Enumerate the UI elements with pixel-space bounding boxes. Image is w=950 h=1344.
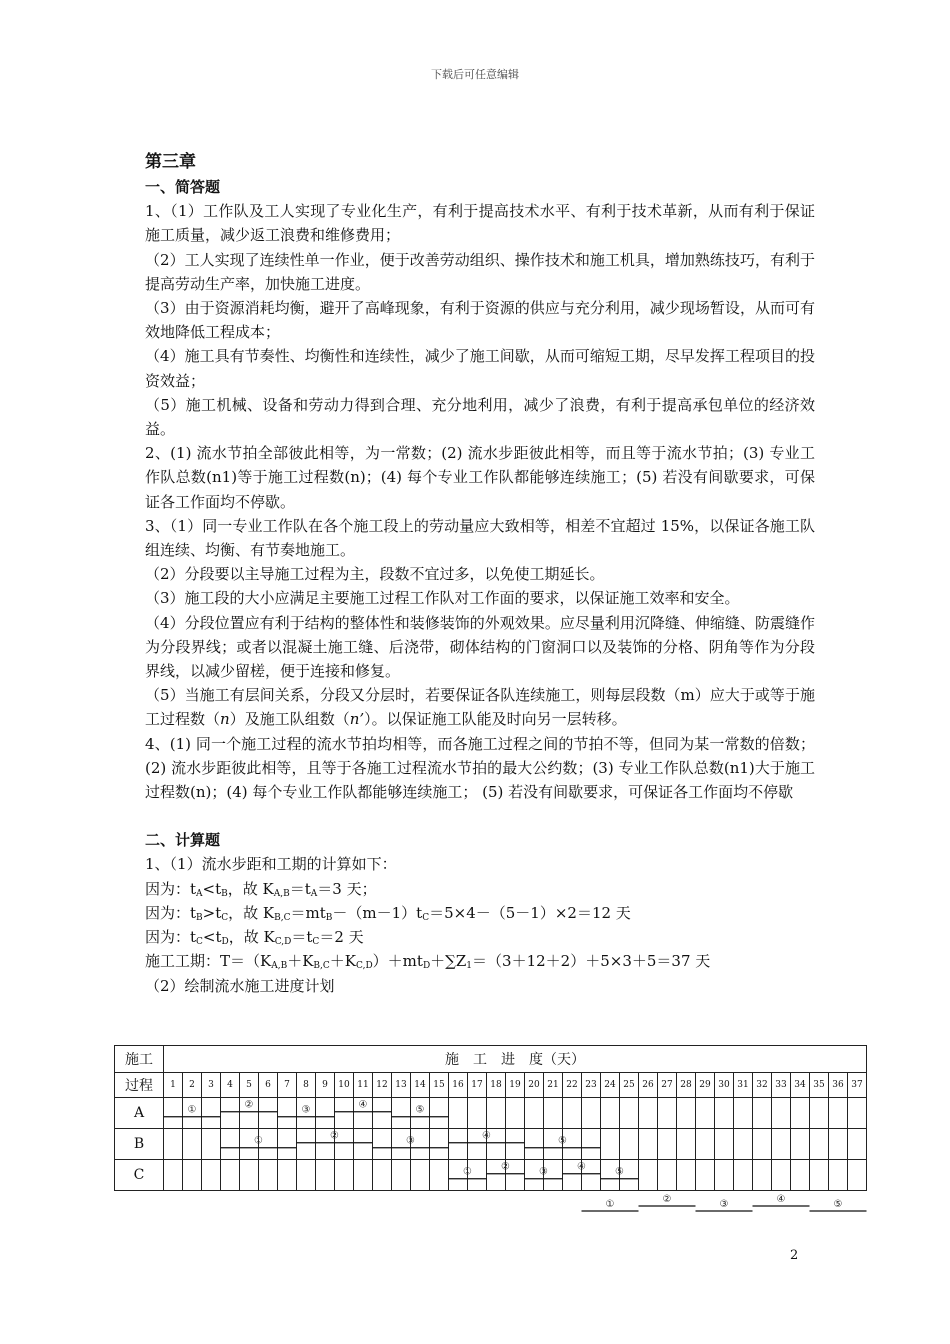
progress-cell	[221, 1098, 240, 1129]
day-cell: 11	[354, 1073, 373, 1098]
paragraph: （3）由于资源消耗均衡，避开了高峰现象，有利于资源的供应与充分利用，减少现场暂设，从而可有效地降低工程成本；	[145, 299, 815, 342]
progress-cell	[164, 1129, 183, 1160]
progress-cell	[848, 1129, 867, 1160]
segment-label: ③	[406, 1135, 415, 1147]
progress-cell	[278, 1160, 297, 1191]
progress-cell	[278, 1098, 297, 1129]
progress-cell	[772, 1160, 791, 1191]
progress-cell	[639, 1098, 658, 1129]
progress-cell	[373, 1129, 392, 1160]
process-label: C	[115, 1160, 164, 1191]
progress-cell	[582, 1098, 601, 1129]
progress-cell	[601, 1160, 620, 1191]
progress-cell	[696, 1160, 715, 1191]
day-cell: 14	[411, 1073, 430, 1098]
progress-cell	[658, 1098, 677, 1129]
progress-cell	[373, 1160, 392, 1191]
paragraph: （4）分段位置应有利于结构的整体性和装修装饰的外观效果。应尽量利用沉降缝、伸缩缝、防震缝作为分段界线；或者以混凝土施工缝、后浇带，砌体结构的门窗洞口以及装饰的分格、阴角等作为分段界线，以减少留槎，便于连接和修复。	[145, 613, 815, 681]
progress-cell	[221, 1160, 240, 1191]
progress-cell	[658, 1160, 677, 1191]
progress-cell	[316, 1160, 335, 1191]
progress-cell	[734, 1098, 753, 1129]
day-cell: 35	[810, 1073, 829, 1098]
paragraph: 3、（1）同一专业工作队在各个施工段上的劳动量应大致相等，相差不宜超过 15%，以保证各施工队组连续、均衡、有节奏地施工。	[145, 516, 815, 560]
progress-cell	[753, 1129, 772, 1160]
day-cell: 10	[335, 1073, 354, 1098]
progress-cell	[240, 1160, 259, 1191]
chapter-title: 第三章	[145, 152, 196, 172]
calc-line-kcd: 因为：$t_C<t_D$，故 $K_{C,D}=t_C=2$ 天	[145, 928, 364, 948]
math-n: n	[220, 710, 230, 729]
progress-cell	[411, 1098, 430, 1129]
paragraph: （5）施工机械、设备和劳动力得到合理、充分地利用，减少了浪费，有利于提高承包单位的经济效益。	[145, 395, 815, 439]
day-cell: 20	[525, 1073, 544, 1098]
progress-cell	[506, 1160, 525, 1191]
progress-cell	[734, 1129, 753, 1160]
calc-line-kbc: 因为：$t_B>t_C$，故 $K_{B,C}=mt_B-(m-1)t_C=5\times 4-(5-1)\times 2=12$ 天	[145, 903, 631, 923]
progress-cell	[715, 1098, 734, 1129]
progress-cell	[468, 1160, 487, 1191]
segment-label: ②	[501, 1161, 510, 1173]
segment-label: ③	[301, 1104, 311, 1116]
progress-cell	[791, 1098, 810, 1129]
day-cell: 33	[772, 1073, 791, 1098]
page-header: 下载后可任意编辑	[431, 68, 519, 81]
progress-cell	[563, 1129, 582, 1160]
progress-cell	[829, 1129, 848, 1160]
day-cell: 6	[259, 1073, 278, 1098]
progress-cell	[430, 1129, 449, 1160]
progress-cell	[677, 1160, 696, 1191]
segment-label: ⑤	[415, 1104, 425, 1116]
paragraph: （4）施工具有节奏性、均衡性和连续性，减少了施工间歇，从而可缩短工期，尽早发挥工程项目的投资效益；	[145, 347, 815, 390]
process-header-cell: 过程	[115, 1073, 164, 1098]
day-cell: 3	[202, 1073, 221, 1098]
progress-cell	[658, 1129, 677, 1160]
progress-cell	[297, 1160, 316, 1191]
progress-cell	[810, 1160, 829, 1191]
day-cell: 26	[639, 1073, 658, 1098]
day-cell: 1	[164, 1073, 183, 1098]
paragraph: （2）绘制流水施工进度计划	[145, 976, 335, 995]
day-cell: 24	[601, 1073, 620, 1098]
progress-cell	[297, 1098, 316, 1129]
schedule-row	[115, 1098, 867, 1129]
progress-cell	[354, 1129, 373, 1160]
progress-cell	[715, 1160, 734, 1191]
segment-label: ②	[244, 1099, 254, 1111]
day-cell: 21	[544, 1073, 563, 1098]
day-cell: 19	[506, 1073, 525, 1098]
day-cell: 29	[696, 1073, 715, 1098]
progress-cell	[468, 1129, 487, 1160]
progress-cell	[639, 1129, 658, 1160]
segment-label: ④	[482, 1130, 491, 1142]
progress-cell	[544, 1129, 563, 1160]
progress-cell	[810, 1098, 829, 1129]
progress-cell	[202, 1098, 221, 1129]
progress-cell	[829, 1160, 848, 1191]
progress-cell	[582, 1160, 601, 1191]
day-cell: 18	[487, 1073, 506, 1098]
calc-line-kab: 因为：$t_A<t_B$，故 $K_{A,B}=t_A=3$ 天；	[145, 879, 377, 899]
segment-label: ①	[605, 1199, 615, 1210]
progress-cell	[354, 1098, 373, 1129]
paragraph: （2）工人实现了连续性单一作业，便于改善劳动组织、操作技术和施工机具，增加熟练技巧，有利于提高劳动生产率，加快施工进度。	[145, 250, 815, 293]
segment-label: ①	[187, 1104, 197, 1116]
segment-label: ②	[330, 1130, 339, 1142]
progress-cell	[734, 1160, 753, 1191]
schedule-table	[114, 1045, 867, 1191]
progress-cell	[468, 1098, 487, 1129]
progress-cell	[753, 1160, 772, 1191]
progress-cell	[829, 1098, 848, 1129]
schedule-row	[115, 1160, 867, 1191]
progress-cell	[430, 1098, 449, 1129]
calc-line-total-duration: 施工工期：$T=(K_{A,B}+K_{B,C}+K_{C,D})+mt_D+\sum Z_1=(3+12+2)+5\times 3+5=37$ 天	[145, 952, 711, 972]
progress-cell	[601, 1129, 620, 1160]
progress-header: 施 工 进 度（天）	[164, 1046, 867, 1073]
spacer	[145, 804, 815, 828]
progress-cell	[753, 1098, 772, 1129]
paragraph: 2、(1) 流水节拍全部彼此相等，为一常数；(2) 流水步距彼此相等，而且等于流水节拍；(3) 专业工作队总数(n1)等于施工过程数(n)；(4) 每个专业工作队都能够连续施工；(5) 若没有间歇要求，可保证各工作面均不停歇。	[145, 444, 815, 511]
progress-cell	[335, 1160, 354, 1191]
paragraph: 4、(1) 同一个施工过程的流水节拍均相等，而各施工过程之间的节拍不等，但同为某一常数的倍数；(2) 流水步距彼此相等，且等于各施工过程流水节拍的最大公约数；(3) 专业工作队总数(n1)大于施工过程数(n)；(4) 每个专业工作队都能够连续施工； (5) 若没有间歇要求，可保证各工作面均不停歇	[145, 734, 815, 802]
progress-cell	[677, 1129, 696, 1160]
progress-cell	[696, 1098, 715, 1129]
progress-cell	[430, 1160, 449, 1191]
paragraph: 1、（1）工作队及工人实现了专业化生产，有利于提高技术水平、有利于技术革新，从而有利于保证施工质量，减少返工浪费和维修费用；	[145, 202, 815, 245]
progress-cell	[696, 1129, 715, 1160]
progress-cell	[810, 1129, 829, 1160]
day-cell: 22	[563, 1073, 582, 1098]
progress-cell	[563, 1098, 582, 1129]
process-label: A	[115, 1098, 164, 1129]
day-cell: 2	[183, 1073, 202, 1098]
progress-cell	[620, 1160, 639, 1191]
progress-cell	[506, 1129, 525, 1160]
day-cell: 9	[316, 1073, 335, 1098]
progress-cell	[164, 1098, 183, 1129]
progress-cell	[183, 1129, 202, 1160]
day-cell: 23	[582, 1073, 601, 1098]
day-cell: 32	[753, 1073, 772, 1098]
progress-cell	[392, 1160, 411, 1191]
segment-label: ③	[539, 1166, 548, 1178]
progress-cell	[202, 1129, 221, 1160]
progress-cell	[259, 1160, 278, 1191]
day-cell: 15	[430, 1073, 449, 1098]
progress-cell	[392, 1098, 411, 1129]
day-cell: 8	[297, 1073, 316, 1098]
progress-cell	[544, 1098, 563, 1129]
progress-cell	[221, 1129, 240, 1160]
day-cell: 17	[468, 1073, 487, 1098]
paragraph: 1、（1）流水步距和工期的计算如下：	[145, 855, 397, 874]
progress-cell	[411, 1160, 430, 1191]
day-cell: 13	[392, 1073, 411, 1098]
day-cell: 30	[715, 1073, 734, 1098]
day-cell: 12	[373, 1073, 392, 1098]
progress-cell	[715, 1129, 734, 1160]
progress-cell	[791, 1129, 810, 1160]
segment-label: ①	[254, 1135, 263, 1147]
progress-cell	[487, 1129, 506, 1160]
progress-cell	[677, 1098, 696, 1129]
progress-cell	[544, 1160, 563, 1191]
day-cell: 31	[734, 1073, 753, 1098]
segment-label: ④	[577, 1161, 586, 1173]
progress-cell	[639, 1160, 658, 1191]
section-heading-short-answer: 一、简答题	[145, 178, 221, 196]
segment-label: ③	[719, 1199, 729, 1210]
progress-cell	[259, 1098, 278, 1129]
text-run: ）。以保证施工队能及时向另一层转移。	[364, 710, 627, 729]
progress-cell	[392, 1129, 411, 1160]
progress-cell	[563, 1160, 582, 1191]
progress-cell	[411, 1129, 430, 1160]
day-cell: 28	[677, 1073, 696, 1098]
document-body	[145, 150, 815, 998]
process-label: B	[115, 1129, 164, 1160]
text-run: ）及施工队组数（	[229, 710, 350, 729]
progress-cell	[354, 1160, 373, 1191]
progress-cell	[278, 1129, 297, 1160]
day-cell: 36	[829, 1073, 848, 1098]
progress-cell	[316, 1098, 335, 1129]
segment-label: ②	[662, 1194, 672, 1205]
progress-cell	[601, 1098, 620, 1129]
progress-cell	[848, 1098, 867, 1129]
progress-cell	[620, 1129, 639, 1160]
progress-cell	[259, 1129, 278, 1160]
progress-cell	[240, 1129, 259, 1160]
progress-cell	[240, 1098, 259, 1129]
progress-cell	[183, 1098, 202, 1129]
progress-cell	[335, 1098, 354, 1129]
day-cell: 34	[791, 1073, 810, 1098]
progress-cell	[582, 1129, 601, 1160]
math-n-prime: n’	[349, 710, 365, 729]
day-cell: 16	[449, 1073, 468, 1098]
page-number: 2	[790, 1248, 799, 1263]
progress-cell	[525, 1129, 544, 1160]
progress-cell	[487, 1160, 506, 1191]
progress-cell	[772, 1098, 791, 1129]
progress-cell	[183, 1160, 202, 1191]
day-cell: 27	[658, 1073, 677, 1098]
segment-label: ①	[463, 1166, 472, 1178]
progress-cell	[373, 1098, 392, 1129]
progress-cell	[525, 1160, 544, 1191]
progress-cell	[449, 1160, 468, 1191]
paragraph: （2）分段要以主导施工过程为主，段数不宜过多，以免使工期延长。	[145, 565, 605, 584]
progress-cell	[335, 1129, 354, 1160]
progress-cell	[506, 1098, 525, 1129]
progress-cell	[316, 1129, 335, 1160]
progress-cell	[449, 1098, 468, 1129]
day-cell: 5	[240, 1073, 259, 1098]
segment-label: ④	[776, 1194, 786, 1205]
segment-label: ⑤	[833, 1199, 843, 1210]
schedule-row	[115, 1129, 867, 1160]
process-header-cell: 施工	[115, 1046, 164, 1073]
progress-cell	[848, 1160, 867, 1191]
section-heading-calculation: 二、计算题	[145, 831, 221, 850]
progress-cell	[164, 1160, 183, 1191]
progress-cell	[791, 1160, 810, 1191]
progress-cell	[772, 1129, 791, 1160]
day-cell: 4	[221, 1073, 240, 1098]
progress-cell	[487, 1098, 506, 1129]
progress-cell	[620, 1098, 639, 1129]
day-cell: 7	[278, 1073, 297, 1098]
segment-label: ⑤	[558, 1135, 567, 1147]
paragraph-segment-count	[145, 683, 815, 731]
progress-cell	[449, 1129, 468, 1160]
segment-label: ⑤	[615, 1166, 624, 1178]
day-cell: 37	[848, 1073, 867, 1098]
paragraph: （3）施工段的大小应满足主要施工过程工作队对工作面的要求，以保证施工效率和安全。	[145, 589, 740, 608]
text-run: （5）当施工有层间关系，分段又分层时，若要保证各队连续施工，则每层段数（m）应大于或等于施工过程数（	[145, 686, 815, 729]
progress-cell	[525, 1098, 544, 1129]
progress-cell	[297, 1129, 316, 1160]
segment-label: ④	[358, 1099, 368, 1111]
progress-cell	[202, 1160, 221, 1191]
day-cell: 25	[620, 1073, 639, 1098]
